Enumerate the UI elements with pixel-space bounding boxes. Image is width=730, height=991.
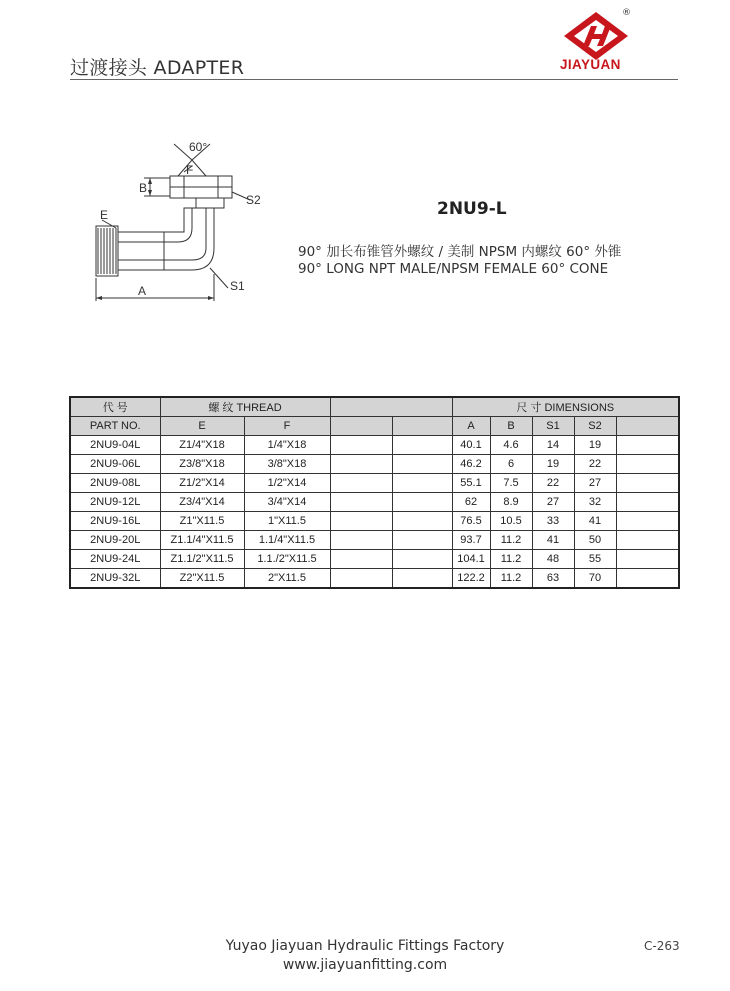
empty-cell bbox=[330, 569, 392, 589]
dim-s2-cell: 19 bbox=[574, 436, 616, 455]
thread-f-cell: 2"X11.5 bbox=[244, 569, 330, 589]
thread-e-cell: Z1/2"X14 bbox=[160, 474, 244, 493]
empty-cell bbox=[330, 474, 392, 493]
empty-cell bbox=[616, 474, 679, 493]
dim-s2-cell: 55 bbox=[574, 550, 616, 569]
header-empty bbox=[330, 417, 392, 436]
dim-s1-cell: 14 bbox=[532, 436, 574, 455]
table-row bbox=[70, 531, 679, 550]
empty-cell bbox=[392, 550, 452, 569]
product-model: 2NU9-L bbox=[437, 199, 507, 219]
fitting-drawing bbox=[88, 138, 273, 303]
header-part-no: PART NO. bbox=[70, 417, 160, 436]
dim-a-cell: 62 bbox=[452, 493, 490, 512]
header-e: E bbox=[160, 417, 244, 436]
logo-text: JIAYUAN bbox=[560, 57, 621, 72]
dim-s1-cell: 63 bbox=[532, 569, 574, 589]
header-thread: 螺 纹 THREAD bbox=[160, 397, 330, 417]
empty-cell bbox=[330, 512, 392, 531]
dim-s1-cell: 33 bbox=[532, 512, 574, 531]
dim-s1-cell: 41 bbox=[532, 531, 574, 550]
empty-cell bbox=[330, 531, 392, 550]
dim-b-cell: 6 bbox=[490, 455, 532, 474]
dim-s2-cell: 41 bbox=[574, 512, 616, 531]
thread-f-cell: 1/2"X14 bbox=[244, 474, 330, 493]
table-row bbox=[70, 512, 679, 531]
empty-cell bbox=[392, 512, 452, 531]
dim-b-cell: 10.5 bbox=[490, 512, 532, 531]
table-row bbox=[70, 436, 679, 455]
empty-cell bbox=[330, 436, 392, 455]
thread-e-cell: Z2"X11.5 bbox=[160, 569, 244, 589]
part-no-cell: 2NU9-04L bbox=[70, 436, 160, 455]
thread-e-cell: Z1.1/2"X11.5 bbox=[160, 550, 244, 569]
thread-e-cell: Z1/4"X18 bbox=[160, 436, 244, 455]
table-header-row-2 bbox=[70, 417, 679, 436]
page-number: C-263 bbox=[644, 939, 680, 953]
page-title: 过渡接头 ADAPTER bbox=[70, 57, 245, 79]
header-s1: S1 bbox=[532, 417, 574, 436]
table-row bbox=[70, 569, 679, 589]
dim-s2-cell: 27 bbox=[574, 474, 616, 493]
thread-f-cell: 1.1/4"X11.5 bbox=[244, 531, 330, 550]
dim-a-cell: 122.2 bbox=[452, 569, 490, 589]
dim-s2-cell: 50 bbox=[574, 531, 616, 550]
dim-b-cell: 11.2 bbox=[490, 550, 532, 569]
dim-a-cell: 40.1 bbox=[452, 436, 490, 455]
empty-cell bbox=[330, 550, 392, 569]
thread-f-cell: 3/4"X14 bbox=[244, 493, 330, 512]
dim-a-cell: 55.1 bbox=[452, 474, 490, 493]
empty-cell bbox=[330, 455, 392, 474]
dim-a-cell: 93.7 bbox=[452, 531, 490, 550]
thread-e-cell: Z1.1/4"X11.5 bbox=[160, 531, 244, 550]
dim-a-cell: 104.1 bbox=[452, 550, 490, 569]
dim-s1-cell: 22 bbox=[532, 474, 574, 493]
header-b: B bbox=[490, 417, 532, 436]
dim-s1-cell: 27 bbox=[532, 493, 574, 512]
empty-cell bbox=[616, 531, 679, 550]
dim-b-cell: 8.9 bbox=[490, 493, 532, 512]
table-row bbox=[70, 550, 679, 569]
s2-label: S2 bbox=[246, 193, 261, 207]
dim-a-cell: 46.2 bbox=[452, 455, 490, 474]
header-empty bbox=[616, 417, 679, 436]
dim-b-cell: 4.6 bbox=[490, 436, 532, 455]
part-no-cell: 2NU9-32L bbox=[70, 569, 160, 589]
header-divider bbox=[70, 79, 678, 80]
header-empty bbox=[392, 417, 452, 436]
empty-cell bbox=[392, 569, 452, 589]
thread-f-cell: 1/4"X18 bbox=[244, 436, 330, 455]
dim-a-cell: 76.5 bbox=[452, 512, 490, 531]
empty-cell bbox=[392, 493, 452, 512]
product-description-en: 90° LONG NPT MALE/NPSM FEMALE 60° CONE bbox=[298, 261, 609, 277]
empty-cell bbox=[392, 474, 452, 493]
table-row bbox=[70, 455, 679, 474]
footer-company: Yuyao Jiayuan Hydraulic Fittings Factory bbox=[225, 938, 505, 954]
header-f: F bbox=[244, 417, 330, 436]
dim-b-cell: 7.5 bbox=[490, 474, 532, 493]
part-no-cell: 2NU9-16L bbox=[70, 512, 160, 531]
part-no-cell: 2NU9-20L bbox=[70, 531, 160, 550]
empty-cell bbox=[616, 569, 679, 589]
dim-s2-cell: 32 bbox=[574, 493, 616, 512]
thread-e-cell: Z3/8"X18 bbox=[160, 455, 244, 474]
dim-b-cell: 11.2 bbox=[490, 569, 532, 589]
thread-e-cell: Z1"X11.5 bbox=[160, 512, 244, 531]
part-no-cell: 2NU9-08L bbox=[70, 474, 160, 493]
dim-b-cell: 11.2 bbox=[490, 531, 532, 550]
dim-s1-cell: 19 bbox=[532, 455, 574, 474]
registered-mark: ® bbox=[622, 8, 631, 18]
dim-s1-cell: 48 bbox=[532, 550, 574, 569]
table-row bbox=[70, 474, 679, 493]
b-label: B bbox=[139, 181, 148, 195]
header-blank bbox=[330, 397, 452, 417]
e-label: E bbox=[100, 208, 109, 222]
f-label: F bbox=[186, 163, 194, 177]
empty-cell bbox=[616, 455, 679, 474]
product-description-cn: 90° 加长布锥管外螺纹 / 美制 NPSM 内螺纹 60° 外锥 bbox=[298, 244, 622, 260]
empty-cell bbox=[616, 550, 679, 569]
header-code: 代 号 bbox=[70, 397, 160, 417]
dimensions-table bbox=[69, 396, 680, 589]
header-a: A bbox=[452, 417, 490, 436]
empty-cell bbox=[392, 436, 452, 455]
part-no-cell: 2NU9-06L bbox=[70, 455, 160, 474]
thread-f-cell: 1.1./2"X11.5 bbox=[244, 550, 330, 569]
header-dimensions: 尺 寸 DIMENSIONS bbox=[452, 397, 679, 417]
s1-label: S1 bbox=[230, 279, 245, 293]
dim-s2-cell: 22 bbox=[574, 455, 616, 474]
dim-s2-cell: 70 bbox=[574, 569, 616, 589]
thread-f-cell: 3/8"X18 bbox=[244, 455, 330, 474]
empty-cell bbox=[616, 436, 679, 455]
footer-website[interactable]: www.jiayuanfitting.com bbox=[282, 957, 448, 973]
a-label: A bbox=[138, 284, 147, 298]
table-header-row-1 bbox=[70, 397, 679, 417]
empty-cell bbox=[330, 493, 392, 512]
part-no-cell: 2NU9-12L bbox=[70, 493, 160, 512]
empty-cell bbox=[616, 512, 679, 531]
table-row bbox=[70, 493, 679, 512]
thread-f-cell: 1"X11.5 bbox=[244, 512, 330, 531]
empty-cell bbox=[392, 531, 452, 550]
empty-cell bbox=[392, 455, 452, 474]
header-s2: S2 bbox=[574, 417, 616, 436]
table-body bbox=[70, 436, 679, 589]
empty-cell bbox=[616, 493, 679, 512]
angle-label: 60° bbox=[189, 140, 208, 154]
part-no-cell: 2NU9-24L bbox=[70, 550, 160, 569]
thread-e-cell: Z3/4"X14 bbox=[160, 493, 244, 512]
